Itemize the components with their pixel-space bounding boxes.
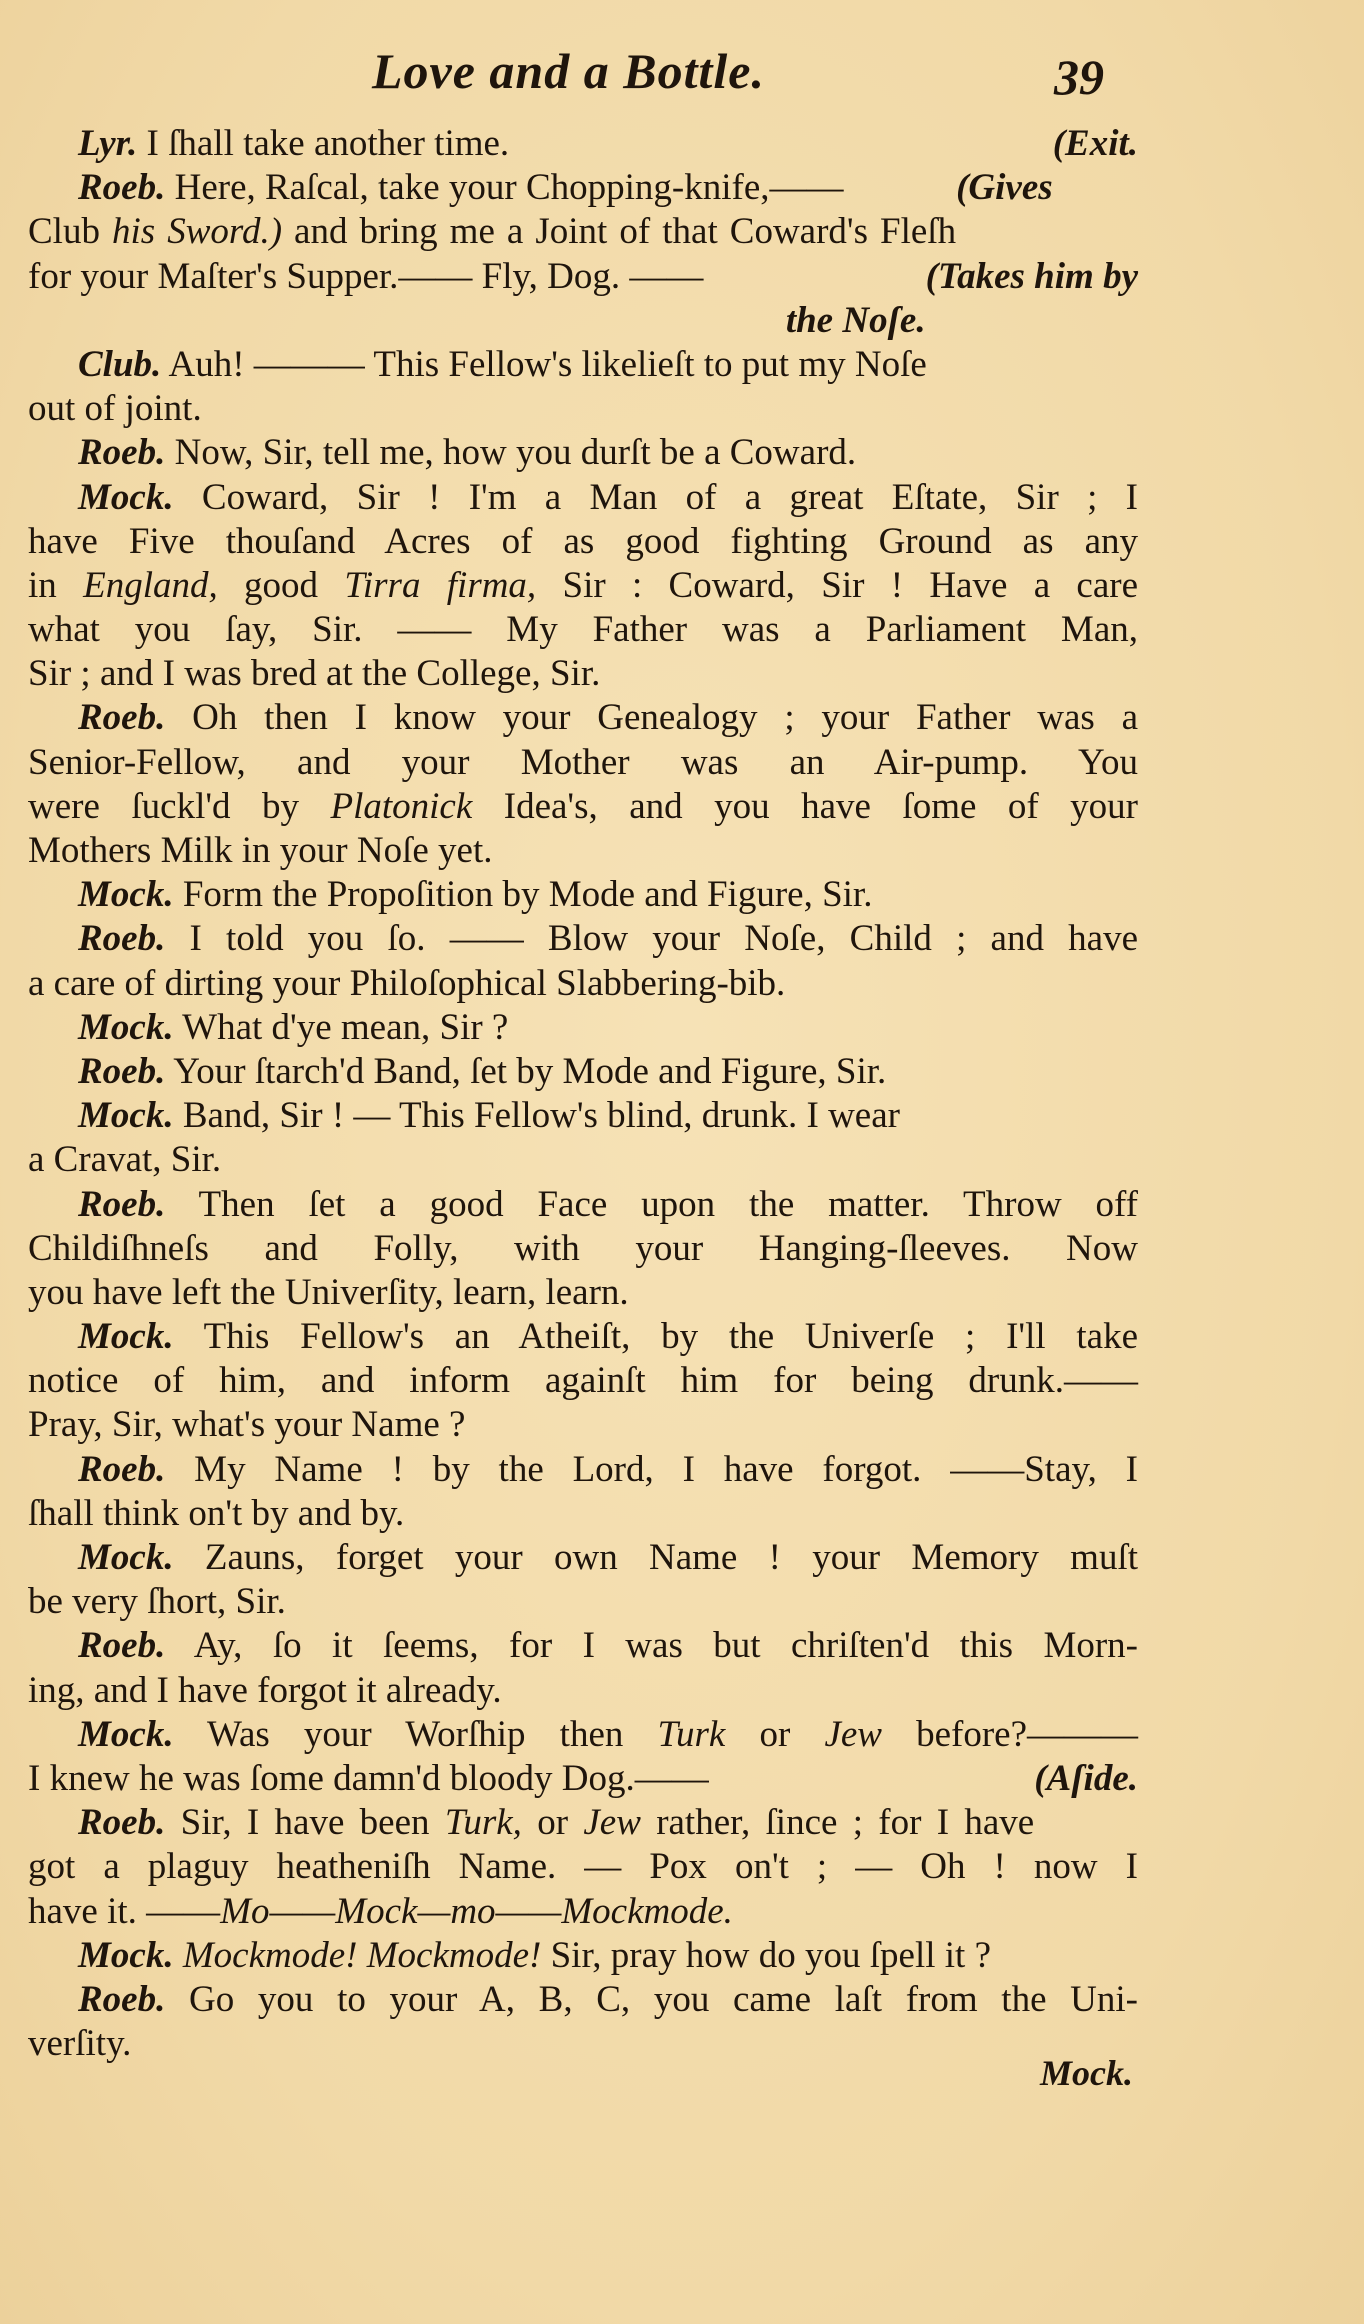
- running-title: Love and a Bottle.: [372, 43, 765, 99]
- line-text: Here, Raſcal, take your Chopping-knife,——: [165, 167, 844, 209]
- line-text: notice of him, and inform againſt him for being drunk.——: [28, 1360, 1138, 1402]
- stage-direction: (Gives: [956, 167, 1053, 209]
- line-text: what you ſay, Sir. —— My Father was a Parliament Man,: [28, 609, 1138, 651]
- line-text: were ſuckl'd by: [28, 785, 331, 827]
- text-line: [28, 741, 1138, 785]
- line-text: you have left the Univerſity, learn, learn.: [28, 1271, 629, 1313]
- line-text: Sir, I have been: [165, 1802, 445, 1844]
- line-text: and bring me a Joint of that Coward's Fleſh: [282, 211, 957, 253]
- line-text: Then ſet a good Face upon the matter. Throw off: [165, 1183, 1138, 1225]
- line-text: Childiſhneſs and Folly, with your Hanging-ſleeves. Now: [28, 1227, 1138, 1269]
- line-text: Sir ; and I was bred at the College, Sir.: [28, 653, 601, 695]
- text-line: [28, 166, 1138, 210]
- line-text: My Name ! by the Lord, I have forgot. ——Stay, I: [165, 1448, 1138, 1490]
- line-text: Idea's, and you have ſome of your: [472, 785, 1139, 827]
- page-header: [0, 42, 1364, 112]
- text-line: [28, 1094, 1138, 1138]
- text-line: [28, 1271, 1138, 1315]
- line-text: have it. ——: [28, 1890, 221, 1932]
- speaker-name: Roeb.: [78, 1183, 166, 1225]
- speaker-name: Club.: [78, 343, 162, 385]
- text-line: [28, 873, 1138, 917]
- play-text: [28, 122, 1138, 2066]
- line-text: Auh! ——— This Fellow's likelieſt to put my Noſe: [161, 343, 927, 385]
- text-line: [28, 299, 1138, 343]
- text-line: [28, 564, 1138, 608]
- text-line: [28, 1934, 1138, 1978]
- text-line: [28, 431, 1138, 475]
- text-line: [28, 1624, 1138, 1668]
- speaker-name: Mock.: [78, 1934, 174, 1976]
- line-text: Band, Sir ! — This Fellow's blind, drunk. I wear: [173, 1095, 900, 1137]
- speaker-name: Mock.: [78, 874, 174, 916]
- italic-text: Mo——Mock—mo——Mockmode.: [220, 1890, 733, 1932]
- line-text: in: [28, 564, 84, 606]
- text-line: [28, 1227, 1138, 1271]
- text-line: [28, 608, 1138, 652]
- line-text: out of joint.: [28, 388, 202, 430]
- line-text: Oh then I know your Genealogy ; your Father was a: [165, 697, 1138, 739]
- stage-direction: (Takes him by: [925, 255, 1138, 297]
- line-text: Sir : Coward, Sir ! Have a care: [536, 564, 1139, 606]
- text-line: [28, 962, 1138, 1006]
- line-text: Sir, pray how do you ſpell it ?: [541, 1934, 991, 1976]
- line-text: I ſhall take another time.: [137, 123, 510, 164]
- line-text: Was your Worſhip then: [173, 1713, 658, 1755]
- line-text: have Five thouſand Acres of as good fighting Ground as any: [28, 520, 1138, 562]
- speaker-name: Mock.: [78, 1537, 174, 1578]
- text-line: [28, 1580, 1138, 1624]
- text-line: [28, 1845, 1138, 1889]
- line-text: Your ſtarch'd Band, ſet by Mode and Figure, Sir.: [165, 1050, 887, 1092]
- text-line: [28, 2022, 1138, 2066]
- text-line: [28, 387, 1138, 431]
- line-text: before?———: [881, 1713, 1138, 1755]
- text-line: [28, 652, 1138, 696]
- speaker-name: Lyr.: [78, 123, 138, 164]
- speaker-name: Mock.: [78, 1006, 174, 1048]
- text-line: [28, 1801, 1138, 1845]
- speaker-name: Roeb.: [78, 432, 166, 474]
- speaker-name: Roeb.: [78, 167, 166, 209]
- text-line: [28, 1713, 1138, 1757]
- line-text: I told you ſo. —— Blow your Noſe, Child ; and have: [165, 918, 1138, 960]
- italic-text: Tirra firma,: [344, 564, 537, 606]
- text-line: [28, 1315, 1138, 1359]
- speaker-name: Roeb.: [78, 1802, 166, 1844]
- line-text: Ay, ſo it ſeems, for I was but chriſten'd this Morn-: [165, 1625, 1138, 1667]
- italic-text: Platonick: [330, 785, 473, 827]
- speaker-name: Roeb.: [78, 1978, 166, 2020]
- stage-direction: the Noſe.: [785, 299, 926, 341]
- line-text: What d'ye mean, Sir ?: [173, 1006, 509, 1048]
- line-text: Now, Sir, tell me, how you durſt be a Coward.: [165, 432, 857, 474]
- speaker-name: Roeb.: [78, 1448, 166, 1490]
- stage-direction: (Aſide.: [1034, 1757, 1138, 1799]
- text-line: [28, 1006, 1138, 1050]
- text-line: [28, 829, 1138, 873]
- text-line: [28, 1669, 1138, 1713]
- italic-text: Jew: [583, 1802, 641, 1844]
- line-text: a care of dirting your Philoſophical Slabbering-bib.: [28, 962, 786, 1004]
- line-text: or: [725, 1713, 825, 1755]
- text-line: [28, 917, 1138, 961]
- line-text: got a plaguy heatheniſh Name. — Pox on't ; — Oh ! now I: [28, 1846, 1138, 1888]
- italic-text: Turk: [657, 1713, 726, 1755]
- speaker-name: Roeb.: [78, 697, 166, 739]
- line-text: Zauns, forget your own Name ! your Memory muſt: [173, 1537, 1138, 1578]
- text-line: [28, 1183, 1138, 1227]
- speaker-name: Mock.: [78, 1713, 174, 1755]
- text-line: [28, 1492, 1138, 1536]
- text-line: [28, 785, 1138, 829]
- text-line: [28, 696, 1138, 740]
- speaker-name: Roeb.: [78, 1625, 166, 1667]
- speaker-name: Mock.: [78, 1316, 174, 1358]
- line-text: good: [217, 564, 345, 606]
- italic-text: England,: [83, 564, 218, 606]
- line-text: a Cravat, Sir.: [28, 1139, 222, 1181]
- italic-text: Mockmode! Mockmode!: [173, 1934, 542, 1976]
- text-line: [28, 1536, 1138, 1580]
- line-text: Mothers Milk in your Noſe yet.: [28, 830, 493, 871]
- line-text: rather, ſince ; for I have: [640, 1802, 1035, 1844]
- text-line: [28, 122, 1138, 166]
- text-line: [28, 1757, 1138, 1801]
- text-line: [28, 1403, 1138, 1447]
- speaker-name: Roeb.: [78, 1050, 166, 1092]
- text-line: [28, 255, 1138, 299]
- page-number: 39: [1054, 49, 1104, 105]
- speaker-name: Mock.: [78, 476, 174, 518]
- text-line: [28, 343, 1138, 387]
- line-text: Senior-Fellow, and your Mother was an Air-pump. You: [28, 741, 1138, 783]
- text-line: [28, 520, 1138, 564]
- line-text: ſhall think on't by and by.: [28, 1492, 405, 1534]
- text-line: [28, 1138, 1138, 1182]
- line-text: I knew he was ſome damn'd bloody Dog.——: [28, 1757, 709, 1799]
- speaker-name: Roeb.: [78, 918, 166, 960]
- text-line: [28, 476, 1138, 520]
- line-text: Form the Propoſition by Mode and Figure, Sir.: [173, 874, 873, 916]
- text-line: [28, 1050, 1138, 1094]
- text-line: [28, 1359, 1138, 1403]
- line-text: Pray, Sir, what's your Name ?: [28, 1404, 466, 1446]
- stage-direction: (Exit.: [1052, 123, 1138, 164]
- line-text: Coward, Sir ! I'm a Man of a great Eſtate, Sir ; I: [173, 476, 1138, 518]
- line-text: Club: [28, 211, 113, 253]
- text-line: [28, 1978, 1138, 2022]
- text-line: [28, 210, 1138, 254]
- line-text: Go you to your A, B, C, you came laſt from the Uni-: [165, 1978, 1138, 2020]
- line-text: for your Maſter's Supper.—— Fly, Dog. ——: [28, 255, 704, 297]
- line-text: or: [521, 1802, 584, 1844]
- catchword: Mock.: [1040, 2053, 1133, 2093]
- line-text: This Fellow's an Atheiſt, by the Univerſe ; I'll take: [173, 1316, 1138, 1358]
- italic-text: his Sword.): [112, 211, 283, 253]
- line-text: ing, and I have forgot it already.: [28, 1669, 502, 1711]
- text-line: [28, 1890, 1138, 1934]
- text-line: [28, 1448, 1138, 1492]
- line-text: be very ſhort, Sir.: [28, 1581, 286, 1623]
- italic-text: Jew: [824, 1713, 882, 1755]
- italic-text: Turk,: [444, 1802, 522, 1844]
- speaker-name: Mock.: [78, 1095, 174, 1137]
- line-text: verſity.: [28, 2023, 132, 2065]
